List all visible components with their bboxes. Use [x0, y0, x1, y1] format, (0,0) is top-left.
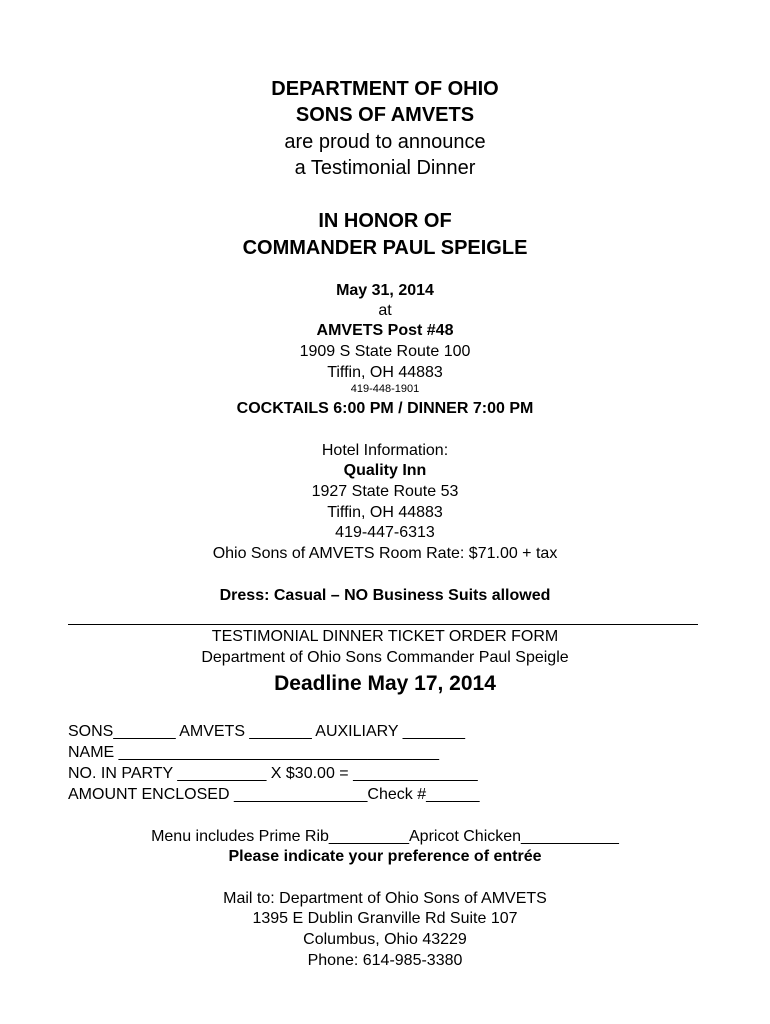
event-phone: 419-448-1901	[350, 383, 420, 395]
amount-enclosed-field[interactable]: AMOUNT ENCLOSED _______________Check #______	[68, 786, 480, 803]
order-form-subtitle: Department of Ohio Sons Commander Paul Speigle	[201, 649, 569, 666]
hotel-name: Quality Inn	[343, 462, 427, 479]
mail-line-1: Mail to: Department of Ohio Sons of AMVETS	[223, 890, 547, 907]
announce-line-1: are proud to announce	[284, 131, 486, 153]
party-count-field[interactable]: NO. IN PARTY __________ X $30.00 = ______________	[68, 765, 478, 782]
mail-phone: Phone: 614-985-3380	[307, 952, 463, 969]
divider-line	[68, 624, 698, 625]
event-times: COCKTAILS 6:00 PM / DINNER 7:00 PM	[236, 400, 534, 417]
honor-line-1: IN HONOR OF	[318, 210, 452, 232]
name-field[interactable]: NAME ____________________________________	[68, 744, 440, 761]
preference-note: Please indicate your preference of entrée	[228, 848, 542, 865]
event-address-2: Tiffin, OH 44883	[327, 364, 443, 381]
menu-choices[interactable]: Menu includes Prime Rib_________Apricot Chicken___________	[151, 828, 619, 845]
event-at: at	[378, 302, 392, 319]
hotel-phone: 419-447-6313	[335, 524, 435, 541]
hotel-address-1: 1927 State Route 53	[311, 483, 459, 500]
mail-line-2: 1395 E Dublin Granville Rd Suite 107	[252, 910, 518, 927]
order-form-title: TESTIMONIAL DINNER TICKET ORDER FORM	[211, 628, 559, 645]
hotel-rate: Ohio Sons of AMVETS Room Rate: $71.00 + tax	[212, 545, 558, 562]
org-line-1: DEPARTMENT OF OHIO	[271, 78, 499, 100]
membership-row[interactable]: SONS_______ AMVETS _______ AUXILIARY _______	[68, 723, 466, 740]
deadline: Deadline May 17, 2014	[274, 672, 496, 695]
org-line-2: SONS OF AMVETS	[295, 104, 475, 126]
event-venue: AMVETS Post #48	[316, 322, 454, 339]
event-date: May 31, 2014	[336, 282, 434, 299]
honor-line-2: COMMANDER PAUL SPEIGLE	[242, 237, 528, 259]
hotel-address-2: Tiffin, OH 44883	[327, 504, 443, 521]
mail-line-3: Columbus, Ohio 43229	[303, 931, 467, 948]
event-address-1: 1909 S State Route 100	[299, 343, 471, 360]
hotel-heading: Hotel Information:	[321, 442, 449, 459]
announce-line-2: a Testimonial Dinner	[294, 157, 476, 179]
dress-code: Dress: Casual – NO Business Suits allowed	[219, 587, 551, 604]
